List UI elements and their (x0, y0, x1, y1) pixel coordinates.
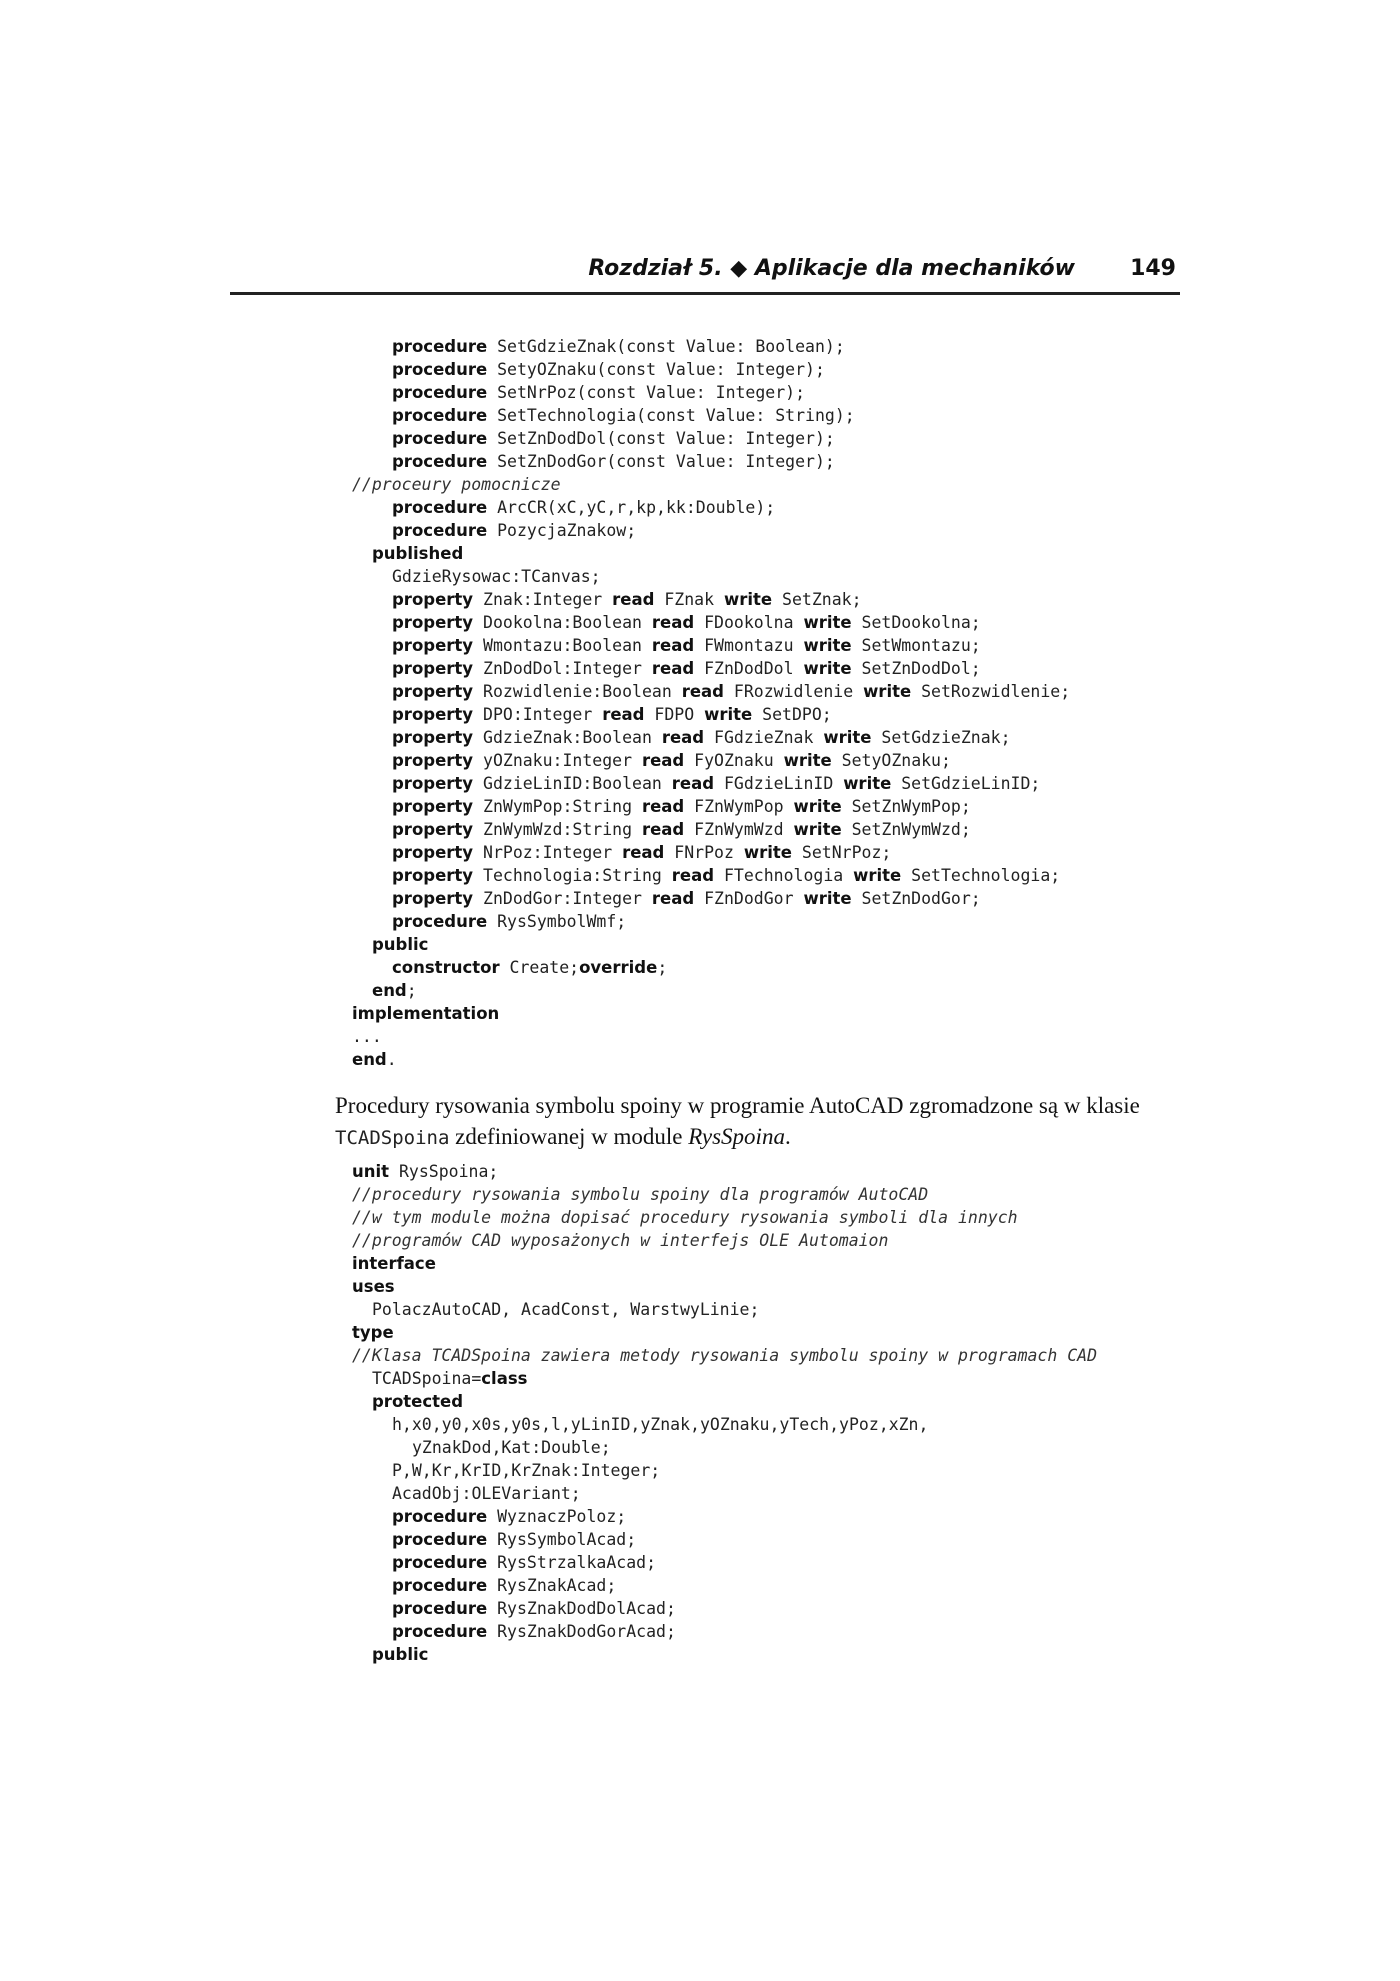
code-line (352, 473, 1252, 496)
code-line (352, 1229, 1252, 1252)
code-line (352, 657, 1252, 680)
code-line (352, 588, 1252, 611)
code-text: SetZnDodGor; (851, 889, 981, 908)
code-text: yOZnaku:Integer (473, 751, 642, 770)
code-keyword: read (641, 797, 685, 816)
code-line (352, 749, 1252, 772)
code-text: ZnWymWzd:String (473, 820, 642, 839)
code-text: GdzieZnak:Boolean (473, 728, 662, 747)
code-line (352, 1482, 1252, 1505)
code-text: Wmontazu:Boolean (473, 636, 652, 655)
code-line (352, 1298, 1252, 1321)
code-text: RysSymbolWmf; (487, 912, 627, 931)
code-line (352, 427, 1252, 450)
code-text: FZnWymPop (684, 797, 794, 816)
code-keyword: write (704, 705, 753, 724)
code-text: RysZnakAcad; (487, 1576, 617, 1595)
code-keyword: read (641, 820, 685, 839)
code-text: DPO:Integer (473, 705, 603, 724)
code-text: SetZnDodGor(const Value: Integer); (487, 452, 835, 471)
code-keyword: constructor (392, 958, 500, 977)
code-text: SetGdzieLinID; (891, 774, 1041, 793)
code-text: PozycjaZnakow; (487, 521, 637, 540)
code-keyword: write (803, 613, 852, 632)
code-text: SetZnWymWzd; (841, 820, 971, 839)
code-keyword: published (372, 544, 464, 563)
code-comment: //procedury rysowania symbolu spoiny dla programów AutoCAD (352, 1185, 929, 1204)
code-block-unit-ryspoina (352, 1160, 1252, 1666)
code-keyword: property (392, 820, 474, 839)
code-line (352, 933, 1252, 956)
body-paragraph (335, 1090, 1185, 1154)
code-text: SetTechnologia; (901, 866, 1061, 885)
code-text: SetZnDodDol; (851, 659, 981, 678)
code-text: h,x0,y0,x0s,y0s,l,yLinID,yZnak,yOZnaku,yTech,yPoz,xZn, (392, 1415, 929, 1434)
code-keyword: read (681, 682, 724, 701)
code-line (352, 1459, 1252, 1482)
code-keyword: override (579, 958, 658, 977)
code-keyword: property (392, 843, 474, 862)
page-number: 149 (1130, 256, 1176, 281)
code-text: FZnak (654, 590, 724, 609)
code-text: . (386, 1050, 397, 1069)
code-text: GdzieLinID:Boolean (473, 774, 672, 793)
code-text: ; (406, 981, 417, 1000)
code-keyword: property (392, 613, 474, 632)
code-text: SetDPO; (752, 705, 832, 724)
code-keyword: unit (352, 1162, 390, 1181)
code-keyword: end (352, 1050, 387, 1069)
code-line (352, 1206, 1252, 1229)
code-text: SetGdzieZnak; (871, 728, 1011, 747)
code-line (352, 1505, 1252, 1528)
code-keyword: read (651, 659, 695, 678)
code-text: Znak:Integer (473, 590, 613, 609)
code-text: TCADSpoina= (372, 1369, 482, 1388)
code-line (352, 542, 1252, 565)
code-text: Rozwidlenie:Boolean (473, 682, 682, 701)
code-keyword: property (392, 751, 474, 770)
chapter-title: Rozdział 5. ◆ Aplikacje dla mechaników (588, 256, 1075, 281)
code-line (352, 1597, 1252, 1620)
code-keyword: write (803, 659, 852, 678)
code-keyword: read (651, 889, 695, 908)
paragraph-text-1: Procedury rysowania symbolu spoiny w programie AutoCAD zgromadzone są w klasie (335, 1093, 1140, 1118)
code-text: RysStrzalkaAcad; (487, 1553, 657, 1572)
code-line (352, 1390, 1252, 1413)
code-keyword: read (651, 636, 695, 655)
code-line (352, 1528, 1252, 1551)
code-text: SetZnWymPop; (841, 797, 971, 816)
code-keyword: write (793, 820, 842, 839)
code-line (352, 1574, 1252, 1597)
code-text: ArcCR(xC,yC,r,kp,kk:Double); (487, 498, 776, 517)
code-keyword: write (803, 636, 852, 655)
code-keyword: write (853, 866, 902, 885)
code-block-class-declaration (352, 335, 1252, 1071)
code-line (352, 818, 1252, 841)
code-keyword: write (793, 797, 842, 816)
code-line (352, 358, 1252, 381)
code-text: SetyOZnaku; (831, 751, 951, 770)
code-keyword: property (392, 636, 474, 655)
module-name-inline: RysSpoina (688, 1124, 785, 1149)
code-line (352, 1275, 1252, 1298)
code-text: FDPO (644, 705, 705, 724)
code-line (352, 680, 1252, 703)
code-line (352, 726, 1252, 749)
code-text: RysSymbolAcad; (487, 1530, 637, 1549)
code-keyword: procedure (392, 452, 488, 471)
code-text: FRozwidlenie (723, 682, 864, 701)
code-keyword: procedure (392, 1553, 488, 1572)
code-keyword: read (622, 843, 665, 862)
code-text: GdzieRysowac:TCanvas; (392, 567, 601, 586)
code-comment: //Klasa TCADSpoina zawiera metody rysowania symbolu spoiny w programach CAD (352, 1346, 1098, 1365)
code-keyword: end (372, 981, 407, 1000)
code-keyword: property (392, 889, 474, 908)
code-line (352, 1048, 1252, 1071)
code-line (352, 795, 1252, 818)
code-keyword: write (863, 682, 912, 701)
code-text: yZnakDod,Kat:Double; (412, 1438, 611, 1457)
code-comment: //w tym module można dopisać procedury rysowania symboli dla innych (352, 1208, 1018, 1227)
code-text: SetDookolna; (851, 613, 981, 632)
code-line (352, 956, 1252, 979)
code-keyword: read (671, 866, 715, 885)
code-keyword: property (392, 866, 474, 885)
paragraph-text-2: zdefiniowanej w module (449, 1124, 689, 1149)
code-line (352, 496, 1252, 519)
code-keyword: read (612, 590, 655, 609)
code-line (352, 335, 1252, 358)
code-keyword: read (671, 774, 715, 793)
code-text: SetGdzieZnak(const Value: Boolean); (487, 337, 845, 356)
code-keyword: write (743, 843, 792, 862)
code-text: SetRozwidlenie; (911, 682, 1071, 701)
code-keyword: public (372, 1645, 429, 1664)
code-text: ZnDodGor:Integer (473, 889, 652, 908)
code-line (352, 519, 1252, 542)
code-line (352, 1321, 1252, 1344)
code-keyword: procedure (392, 1576, 488, 1595)
code-keyword: write (803, 889, 852, 908)
code-text: FZnDodDol (694, 659, 804, 678)
code-text: Technologia:String (473, 866, 672, 885)
code-text: FZnWymWzd (684, 820, 794, 839)
code-line (352, 450, 1252, 473)
code-keyword: procedure (392, 521, 488, 540)
code-text: NrPoz:Integer (473, 843, 623, 862)
code-keyword: procedure (392, 337, 488, 356)
running-header (230, 252, 1180, 295)
code-text: FGdzieLinID (714, 774, 844, 793)
code-keyword: property (392, 659, 474, 678)
code-line (352, 979, 1252, 1002)
code-keyword: property (392, 728, 474, 747)
code-keyword: protected (372, 1392, 464, 1411)
code-comment: //programów CAD wyposażonych w interfejs OLE Automaion (352, 1231, 889, 1250)
code-keyword: read (661, 728, 705, 747)
code-line (352, 1551, 1252, 1574)
code-comment: //proceury pomocnicze (352, 475, 561, 494)
code-text: FDookolna (694, 613, 804, 632)
code-keyword: write (843, 774, 892, 793)
code-text: ZnWymPop:String (473, 797, 642, 816)
code-line (352, 634, 1252, 657)
code-keyword: procedure (392, 912, 488, 931)
code-keyword: read (641, 751, 685, 770)
code-keyword: property (392, 590, 474, 609)
code-text: SetyOZnaku(const Value: Integer); (487, 360, 825, 379)
code-text: ... (352, 1027, 382, 1046)
code-keyword: procedure (392, 1530, 488, 1549)
code-text: RysZnakDodDolAcad; (487, 1599, 676, 1618)
code-line (352, 1413, 1252, 1436)
code-text: P,W,Kr,KrID,KrZnak:Integer; (392, 1461, 661, 1480)
code-line (352, 381, 1252, 404)
code-text: FNrPoz (664, 843, 744, 862)
code-line (352, 1620, 1252, 1643)
code-text: FGdzieZnak (704, 728, 824, 747)
code-text: SetZnak; (772, 590, 862, 609)
code-text: SetZnDodDol(const Value: Integer); (487, 429, 835, 448)
code-line (352, 1643, 1252, 1666)
code-text: Create; (499, 958, 580, 977)
code-keyword: procedure (392, 498, 488, 517)
code-line (352, 772, 1252, 795)
code-text: FZnDodGor (694, 889, 804, 908)
class-name-inline: TCADSpoina (335, 1127, 450, 1149)
code-keyword: type (352, 1323, 394, 1342)
code-keyword: write (723, 590, 773, 609)
code-line (352, 864, 1252, 887)
code-keyword: write (823, 728, 872, 747)
code-text: SetNrPoz(const Value: Integer); (487, 383, 806, 402)
code-text: PolaczAutoCAD, AcadConst, WarstwyLinie; (372, 1300, 760, 1319)
code-keyword: procedure (392, 1507, 488, 1526)
code-keyword: property (392, 774, 474, 793)
code-keyword: read (602, 705, 645, 724)
code-text: FWmontazu (694, 636, 804, 655)
code-keyword: procedure (392, 1599, 488, 1618)
code-text: AcadObj:OLEVariant; (392, 1484, 581, 1503)
code-keyword: write (783, 751, 832, 770)
code-text: FTechnologia (714, 866, 854, 885)
code-line (352, 1160, 1252, 1183)
code-line (352, 1367, 1252, 1390)
code-line (352, 1436, 1252, 1459)
code-keyword: procedure (392, 360, 488, 379)
code-text: RysSpoina; (389, 1162, 499, 1181)
code-keyword: procedure (392, 1622, 488, 1641)
code-text: FyOZnaku (684, 751, 784, 770)
code-text: SetWmontazu; (851, 636, 981, 655)
code-line (352, 910, 1252, 933)
code-line (352, 1025, 1252, 1048)
code-keyword: public (372, 935, 429, 954)
code-text: SetTechnologia(const Value: String); (487, 406, 855, 425)
code-keyword: property (392, 705, 474, 724)
code-keyword: implementation (352, 1004, 500, 1023)
code-line (352, 1002, 1252, 1025)
code-text: WyznaczPoloz; (487, 1507, 627, 1526)
code-line (352, 841, 1252, 864)
code-line (352, 1252, 1252, 1275)
code-text: ZnDodDol:Integer (473, 659, 652, 678)
code-keyword: procedure (392, 383, 488, 402)
code-keyword: procedure (392, 429, 488, 448)
code-line (352, 404, 1252, 427)
code-line (352, 703, 1252, 726)
code-keyword: uses (352, 1277, 395, 1296)
code-keyword: interface (352, 1254, 436, 1273)
code-line (352, 565, 1252, 588)
code-line (352, 1183, 1252, 1206)
code-line (352, 611, 1252, 634)
code-line (352, 1344, 1252, 1367)
code-text: Dookolna:Boolean (473, 613, 652, 632)
code-line (352, 887, 1252, 910)
code-text: RysZnakDodGorAcad; (487, 1622, 676, 1641)
code-keyword: property (392, 797, 474, 816)
code-keyword: read (651, 613, 695, 632)
code-keyword: procedure (392, 406, 488, 425)
code-keyword: class (481, 1369, 528, 1388)
paragraph-text-3: . (784, 1124, 791, 1149)
code-text: ; (657, 958, 668, 977)
code-keyword: property (392, 682, 474, 701)
code-text: SetNrPoz; (791, 843, 892, 862)
